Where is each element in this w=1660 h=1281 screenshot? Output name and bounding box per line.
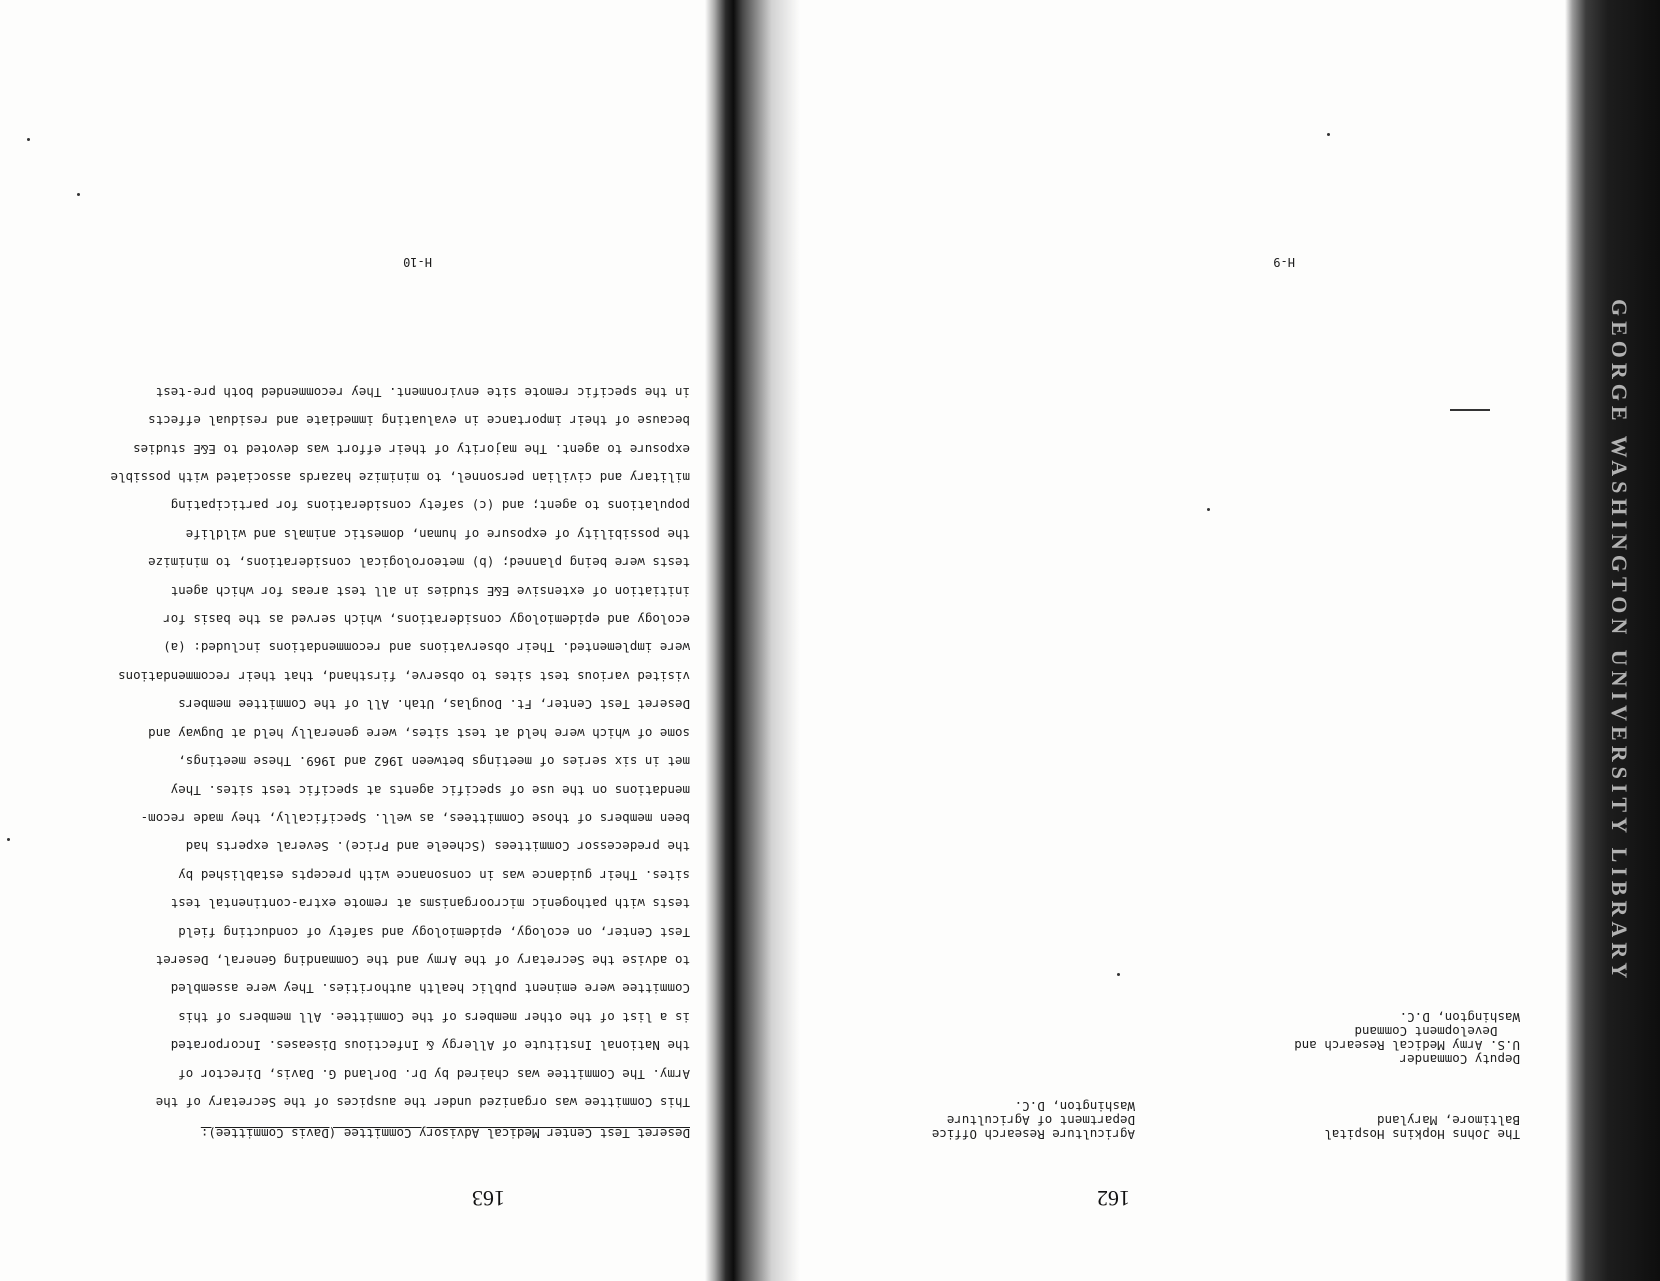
body-line: in the specific remote site environment. They recommended both pre-test [155,384,690,400]
scan-speck [1327,133,1330,136]
address-line: The Johns Hopkins Hospital [1324,1127,1520,1142]
scan-speck [7,838,10,841]
page-number: 163 [472,1186,505,1211]
body-line: mendations on the use of specific agents at specific test sites. They [170,782,690,798]
body-line: the National Institute of Allergy & Infectious Diseases. Incorporated [170,1038,690,1054]
address-line: Department of Agriculture [946,1113,1135,1128]
page-footer-code: H-10 [403,255,432,269]
body-line: because of their importance in evaluating immediate and residual effects [148,413,690,429]
body-line: been members of those Committees, as well. Specifically, they made recom- [140,810,690,826]
body-line: military and civilian personnel, to minimize hazards associated with possible [110,470,690,486]
body-line: initiation of extensive E&E studies in all test areas for which agent [170,583,690,599]
address-line: Baltimore, Maryland [1377,1113,1520,1128]
body-line: tests with pathogenic microorganisms at remote extra-continental test [170,896,690,912]
body-line: the possibility of exposure of human, domestic animals and wildlife [185,526,690,542]
section-heading: Deseret Test Center Medical Advisory Committee (Davis Committee): [200,1126,690,1141]
book-gutter [705,0,800,1281]
page-162 [800,0,1660,1281]
address-line: Washington, D.C. [1014,1099,1135,1114]
body-line: tests were being planned; (b) meteorological considerations, to minimize [148,555,690,571]
page-body [110,377,690,1141]
body-line: met in six series of meetings between 1962 and 1969. These meetings, [178,754,690,770]
address-block-army-medical [1294,1010,1520,1066]
scan-speck [77,193,80,196]
body-line: Committee were eminent public health authorities. They were assembled [170,981,690,997]
page-163 [0,0,800,1281]
body-line: Deseret Test Center, Ft. Douglas, Utah. All of the Committee members [178,697,690,713]
book-binding-edge [1565,0,1660,1281]
address-block-johns-hopkins [1324,1113,1520,1141]
body-line: exposure to agent. The majority of their effort was devoted to E&E studies [133,441,690,457]
scan-mark [1450,409,1490,411]
body-line: Test Center, on ecology, epidemiology and safety of conducting field [178,924,690,940]
scan-speck [1207,508,1210,511]
scan-speck [1117,973,1120,976]
address-line: Deputy Commander [1399,1052,1520,1067]
address-line: Agriculture Research Office [931,1127,1135,1142]
scan-speck [27,138,30,141]
body-line: to advise the Secretary of the Army and the Commanding General, Deseret [155,952,690,968]
body-line: were implemented. Their observations and recommendations included: (a) [163,640,690,656]
body-line: sites. Their guidance was in consonance with precepts established by [178,867,690,883]
page-footer-code: H-9 [1273,255,1295,269]
address-block-agriculture [932,1099,1135,1141]
body-line: the predecessor Committees (Scheele and Price). Several experts had [185,839,690,855]
page-number: 162 [1097,1186,1130,1211]
address-line: U.S. Army Medical Research and [1294,1038,1520,1053]
address-line: Development Command [1354,1024,1520,1039]
body-line: Army. The Committee was chaired by Dr. Dorland G. Davis, Director of [178,1066,690,1082]
body-line: visited various test sites to observe, firsthand, that their recommendations [118,668,690,684]
body-line: This Committee was organized under the auspices of the Secretary of the [155,1095,690,1110]
body-line: is a list of the other members of the Committee. All members of this [178,1009,690,1025]
body-line: populations to agent; and (c) safety considerations for participating [170,498,690,514]
address-line: Washington, D.C. [1399,1010,1520,1025]
body-line: some of which were held at test sites, were generally held at Dugway and [148,725,690,741]
body-line: ecology and epidemiology considerations, which served as the basis for [163,612,690,628]
library-stamp: GEORGE WASHINGTON UNIVERSITY LIBRARY [1607,298,1632,984]
